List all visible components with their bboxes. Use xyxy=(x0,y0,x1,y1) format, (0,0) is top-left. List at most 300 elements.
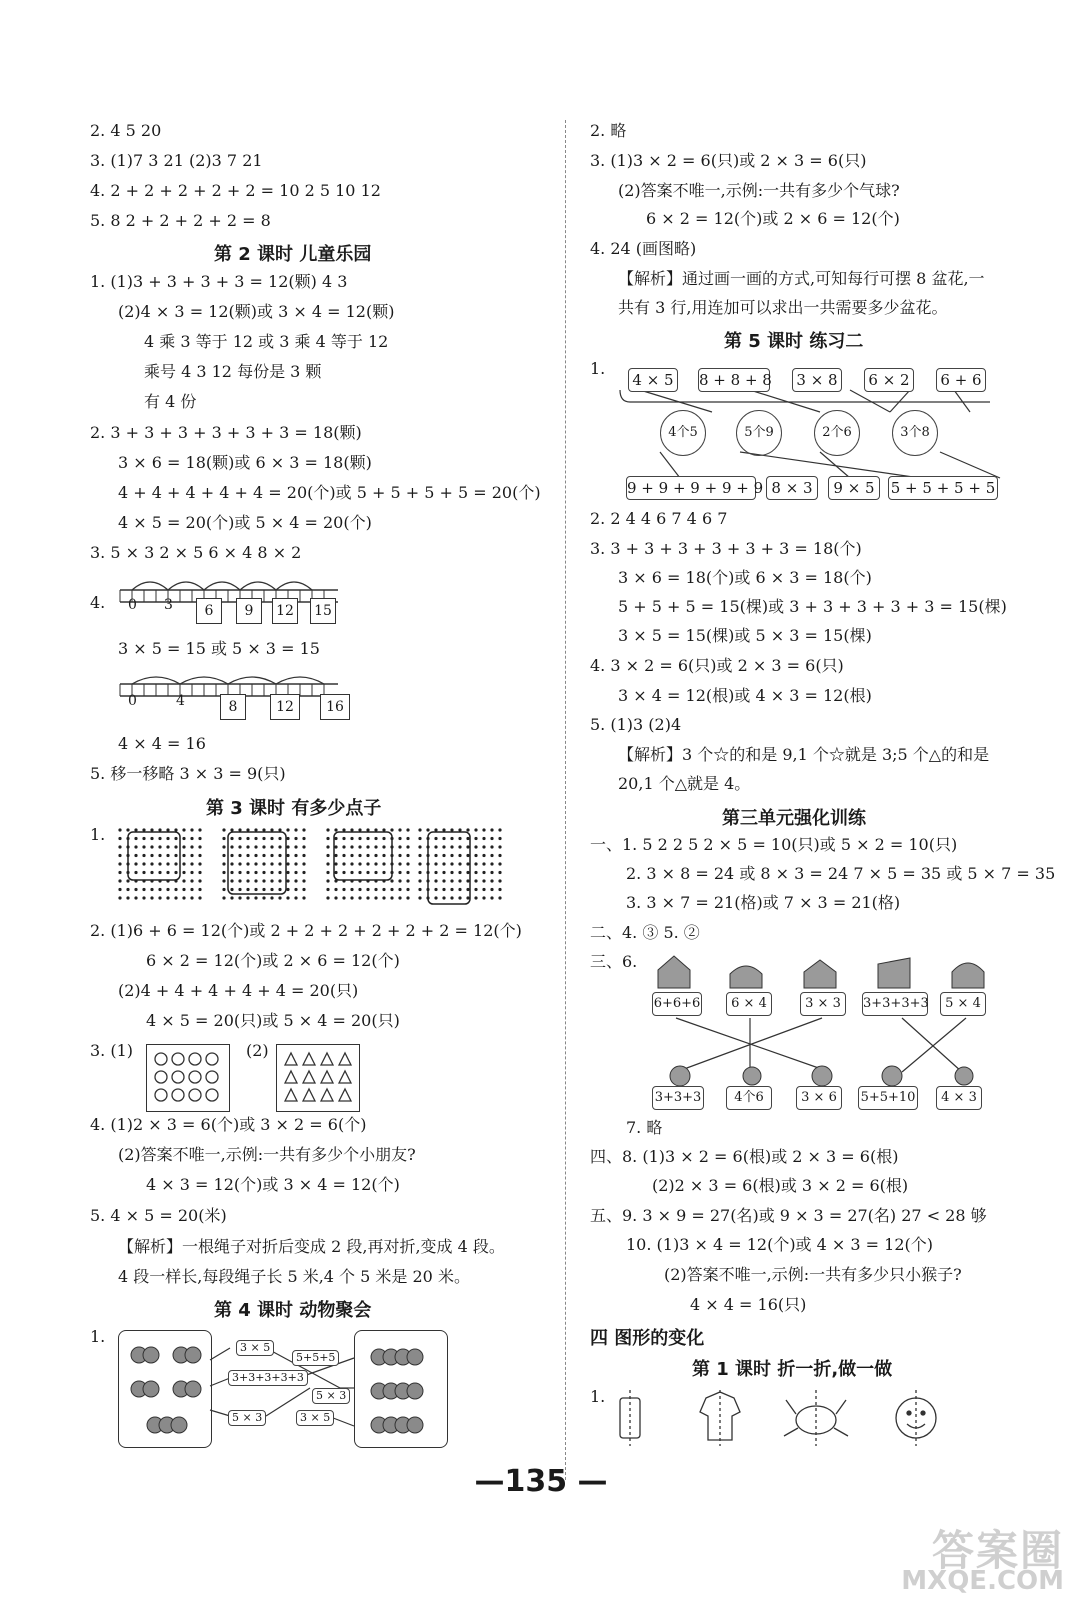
dot xyxy=(254,837,257,840)
dot xyxy=(142,871,145,874)
answer-box: 8 xyxy=(220,694,246,720)
dot xyxy=(134,871,137,874)
expression-tag: 8 + 8 + 8 xyxy=(698,368,770,392)
section-heading: 第 3 课时 有多少点子 xyxy=(206,798,382,819)
dot xyxy=(286,862,289,865)
dot xyxy=(490,896,493,899)
dot xyxy=(366,888,369,891)
dot xyxy=(442,828,445,831)
dot xyxy=(230,896,233,899)
dot xyxy=(118,854,121,857)
dot xyxy=(294,837,297,840)
dot xyxy=(406,871,409,874)
dot xyxy=(158,845,161,848)
expression-tag: 3+3+3+3+3 xyxy=(228,1370,308,1386)
dot xyxy=(230,879,233,882)
dot xyxy=(374,837,377,840)
answer-line: (2)2 × 3 = 6(根)或 3 × 2 = 6(根) xyxy=(652,1176,909,1195)
circles-box xyxy=(146,1044,230,1112)
dot xyxy=(286,896,289,899)
expression-tag: 3 × 5 xyxy=(236,1340,274,1356)
dot xyxy=(238,854,241,857)
dot xyxy=(150,896,153,899)
dot xyxy=(278,845,281,848)
answer-box: 6 xyxy=(196,598,222,624)
apple-group-right xyxy=(354,1330,448,1448)
expression-tag: 6 + 6 xyxy=(936,368,986,392)
dot xyxy=(286,888,289,891)
expression-tag: 3 × 6 xyxy=(796,1086,842,1110)
dot xyxy=(134,828,137,831)
dot xyxy=(366,871,369,874)
circle-icons xyxy=(147,1045,229,1111)
dot xyxy=(190,862,193,865)
expression-tag: 9 + 9 + 9 + 9 + 9 xyxy=(626,476,756,500)
dot xyxy=(458,845,461,848)
expression-tag: 4 × 3 xyxy=(936,1086,982,1110)
dot xyxy=(326,854,329,857)
dot xyxy=(190,854,193,857)
group-circle: 2个6 xyxy=(814,410,860,456)
question-number: 4. xyxy=(90,593,106,612)
dot xyxy=(326,845,329,848)
dot xyxy=(134,896,137,899)
dot xyxy=(254,888,257,891)
answer-box: 12 xyxy=(270,694,300,720)
dot xyxy=(198,845,201,848)
dot xyxy=(294,854,297,857)
apple-icons xyxy=(355,1331,447,1447)
tick-label: 4 xyxy=(176,693,185,709)
dot xyxy=(150,888,153,891)
dot xyxy=(482,845,485,848)
dot xyxy=(254,845,257,848)
analysis-line: 【解析】一根绳子对折后变成 2 段,再对折,变成 4 段。 xyxy=(118,1237,505,1256)
dot xyxy=(302,828,305,831)
answer-box: 9 xyxy=(236,598,262,624)
question-number: 1. xyxy=(590,1387,606,1406)
dot xyxy=(342,862,345,865)
dot xyxy=(334,888,337,891)
expression-tag: 8 × 3 xyxy=(766,476,818,500)
dot xyxy=(498,862,501,865)
dot xyxy=(358,871,361,874)
dot xyxy=(442,879,445,882)
dot xyxy=(254,871,257,874)
house-icons xyxy=(652,952,1032,992)
dot xyxy=(134,888,137,891)
dot xyxy=(374,845,377,848)
dot xyxy=(358,837,361,840)
dot xyxy=(118,879,121,882)
answer-line: 1. (1)3 + 3 + 3 + 3 = 12(颗) 4 3 xyxy=(90,272,348,291)
dot xyxy=(166,896,169,899)
dot xyxy=(198,837,201,840)
dot xyxy=(374,828,377,831)
dot xyxy=(262,871,265,874)
dot xyxy=(326,828,329,831)
dot xyxy=(198,879,201,882)
dot xyxy=(382,862,385,865)
dot xyxy=(174,837,177,840)
dot xyxy=(490,888,493,891)
dot xyxy=(498,828,501,831)
dot xyxy=(190,837,193,840)
dot xyxy=(198,888,201,891)
dot xyxy=(142,896,145,899)
dot xyxy=(458,879,461,882)
answer-line: 2. 2 4 4 6 7 4 6 7 xyxy=(590,509,728,528)
dot xyxy=(442,888,445,891)
dot xyxy=(166,871,169,874)
dot xyxy=(498,879,501,882)
answer-line: (2)答案不唯一,示例:一共有多少个气球? xyxy=(618,181,900,200)
dot xyxy=(230,871,233,874)
answer-line: 5. 移一移略 3 × 3 = 9(只) xyxy=(90,764,286,783)
dot xyxy=(466,871,469,874)
dot xyxy=(294,871,297,874)
answer-line: 4 × 3 = 12(个)或 3 × 4 = 12(个) xyxy=(146,1175,400,1194)
dot xyxy=(326,879,329,882)
dot xyxy=(246,845,249,848)
dot xyxy=(254,896,257,899)
expression-tag: 3 × 5 xyxy=(296,1410,334,1426)
dot xyxy=(174,845,177,848)
answer-line: (2) xyxy=(246,1041,269,1060)
dot xyxy=(350,845,353,848)
answer-line: 3. (1)7 3 21 (2)3 7 21 xyxy=(90,151,263,170)
dot xyxy=(286,828,289,831)
dot xyxy=(366,862,369,865)
answer-line: 4 × 5 = 20(只)或 5 × 4 = 20(只) xyxy=(146,1011,400,1030)
dot xyxy=(150,845,153,848)
dot xyxy=(398,828,401,831)
dot xyxy=(190,845,193,848)
dot xyxy=(366,837,369,840)
dot xyxy=(382,845,385,848)
dot xyxy=(182,828,185,831)
section-heading: 第三单元强化训练 xyxy=(722,808,866,829)
dot xyxy=(174,896,177,899)
answer-box: 16 xyxy=(320,694,350,720)
dot xyxy=(198,828,201,831)
dot xyxy=(490,837,493,840)
dot xyxy=(490,862,493,865)
dot xyxy=(342,845,345,848)
expression-tag: 6 × 2 xyxy=(864,368,914,392)
dot xyxy=(158,896,161,899)
dot xyxy=(442,862,445,865)
dot xyxy=(302,888,305,891)
dot xyxy=(406,854,409,857)
dot xyxy=(498,845,501,848)
answer-line: (2)4 × 3 = 12(颗)或 3 × 4 = 12(颗) xyxy=(118,302,395,321)
dot xyxy=(270,837,273,840)
dot xyxy=(294,862,297,865)
section-heading: 第 2 课时 儿童乐园 xyxy=(214,244,372,265)
dot xyxy=(382,871,385,874)
expression-tag: 3+3+3+3 xyxy=(862,992,928,1016)
group-circle: 5个9 xyxy=(736,410,782,456)
dot xyxy=(434,862,437,865)
expression-tag: 9 × 5 xyxy=(828,476,880,500)
dot xyxy=(158,837,161,840)
dot xyxy=(450,888,453,891)
answer-line: 2. (1)6 + 6 = 12(个)或 2 + 2 + 2 + 2 + 2 + 2 = 12(个) xyxy=(90,921,522,940)
dot xyxy=(498,854,501,857)
dot xyxy=(434,837,437,840)
dot xyxy=(466,888,469,891)
dot xyxy=(350,837,353,840)
dot xyxy=(294,888,297,891)
dot xyxy=(482,896,485,899)
dot xyxy=(126,879,129,882)
dot xyxy=(270,879,273,882)
dot xyxy=(262,837,265,840)
dot xyxy=(278,862,281,865)
dot xyxy=(326,888,329,891)
answer-line: 4 × 4 = 16 xyxy=(118,734,206,753)
triangles-box xyxy=(276,1044,360,1112)
dot xyxy=(150,828,153,831)
dot xyxy=(406,828,409,831)
expression-tag: 5 × 3 xyxy=(228,1410,266,1426)
dot xyxy=(474,854,477,857)
dot xyxy=(174,888,177,891)
dot xyxy=(270,888,273,891)
dot xyxy=(286,871,289,874)
answer-line: (2)答案不唯一,示例:一共有多少个小朋友? xyxy=(118,1145,416,1164)
dot xyxy=(350,888,353,891)
expression-tag: 6+6+6 xyxy=(652,992,702,1016)
dot xyxy=(238,845,241,848)
page-number: —135 — xyxy=(474,1464,608,1499)
dot xyxy=(230,854,233,857)
dot xyxy=(238,862,241,865)
dot xyxy=(334,828,337,831)
dot xyxy=(390,888,393,891)
dot xyxy=(262,862,265,865)
dot xyxy=(418,888,421,891)
dot xyxy=(434,879,437,882)
dot xyxy=(270,854,273,857)
dot xyxy=(490,828,493,831)
dot-grids xyxy=(116,826,526,906)
dot xyxy=(398,871,401,874)
answer-line: 4 + 4 + 4 + 4 + 4 = 20(个)或 5 + 5 + 5 + 5 = 20(个) xyxy=(118,483,541,502)
dot xyxy=(182,896,185,899)
dot xyxy=(382,888,385,891)
dot xyxy=(418,896,421,899)
dot xyxy=(334,845,337,848)
answer-line: 10. (1)3 × 4 = 12(个)或 4 × 3 = 12(个) xyxy=(626,1235,934,1254)
dot xyxy=(482,828,485,831)
dot xyxy=(398,879,401,882)
apple-icons xyxy=(119,1331,211,1447)
expression-tag: 4个6 xyxy=(726,1086,772,1110)
dot xyxy=(406,862,409,865)
expression-tag: 6 × 4 xyxy=(726,992,772,1016)
dot xyxy=(398,896,401,899)
answer-line: 6 × 2 = 12(个)或 2 × 6 = 12(个) xyxy=(646,209,900,228)
dot xyxy=(118,845,121,848)
dot xyxy=(126,896,129,899)
dot xyxy=(246,837,249,840)
dot xyxy=(498,871,501,874)
dot xyxy=(230,888,233,891)
dot xyxy=(418,854,421,857)
answer-line: 7. 略 xyxy=(626,1118,663,1137)
dot xyxy=(278,828,281,831)
dot xyxy=(230,862,233,865)
dot xyxy=(302,837,305,840)
dot xyxy=(474,862,477,865)
tick-label: 0 xyxy=(128,597,137,613)
answer-line: 3 × 6 = 18(颗)或 6 × 3 = 18(颗) xyxy=(118,453,372,472)
dot xyxy=(222,828,225,831)
dot xyxy=(482,879,485,882)
expression-tag: 5 × 4 xyxy=(940,992,986,1016)
answer-line: 6 × 2 = 12(个)或 2 × 6 = 12(个) xyxy=(146,951,400,970)
dot xyxy=(198,871,201,874)
dot xyxy=(490,845,493,848)
analysis-line: 20,1 个△就是 4。 xyxy=(618,774,751,793)
dot xyxy=(398,854,401,857)
dot xyxy=(262,888,265,891)
dot xyxy=(434,854,437,857)
dot xyxy=(450,871,453,874)
dot xyxy=(474,871,477,874)
dot xyxy=(262,879,265,882)
dot xyxy=(254,854,257,857)
dot xyxy=(182,862,185,865)
dot xyxy=(342,896,345,899)
expression-tag: 3+3+3 xyxy=(652,1086,704,1110)
dot xyxy=(230,828,233,831)
dot xyxy=(482,871,485,874)
dot xyxy=(374,896,377,899)
dot xyxy=(342,828,345,831)
dot xyxy=(482,888,485,891)
answer-line: 3 × 6 = 18(个)或 6 × 3 = 18(个) xyxy=(618,568,872,587)
dot xyxy=(350,828,353,831)
dot xyxy=(150,871,153,874)
dot xyxy=(182,888,185,891)
dot xyxy=(334,896,337,899)
dot xyxy=(418,845,421,848)
dot xyxy=(366,828,369,831)
dot xyxy=(498,896,501,899)
dot xyxy=(434,871,437,874)
dot xyxy=(286,879,289,882)
answer-line: 3. 3 × 7 = 21(格)或 7 × 3 = 21(格) xyxy=(626,893,901,912)
symmetry-figures xyxy=(616,1388,976,1448)
dot xyxy=(302,845,305,848)
dot xyxy=(458,871,461,874)
dot xyxy=(294,896,297,899)
dot xyxy=(118,837,121,840)
answer-line: 5 + 5 + 5 = 15(棵)或 3 + 3 + 3 + 3 + 3 = 15(棵) xyxy=(618,597,1007,616)
dot xyxy=(350,854,353,857)
dot xyxy=(358,828,361,831)
dot xyxy=(450,879,453,882)
dot xyxy=(406,845,409,848)
dot xyxy=(434,888,437,891)
dot xyxy=(374,888,377,891)
dot xyxy=(350,862,353,865)
analysis-line: 共有 3 行,用连加可以求出一共需要多少盆花。 xyxy=(618,298,948,317)
dot xyxy=(238,837,241,840)
dot xyxy=(190,896,193,899)
dot xyxy=(270,828,273,831)
dot xyxy=(398,845,401,848)
dot xyxy=(434,896,437,899)
dot xyxy=(230,837,233,840)
dot xyxy=(142,854,145,857)
dot xyxy=(450,854,453,857)
dot xyxy=(442,871,445,874)
answer-line: 2. 3 + 3 + 3 + 3 + 3 + 3 = 18(颗) xyxy=(90,423,362,442)
dot xyxy=(442,854,445,857)
dot xyxy=(406,879,409,882)
dot xyxy=(358,896,361,899)
dot xyxy=(450,837,453,840)
dot xyxy=(498,888,501,891)
dot xyxy=(382,854,385,857)
dot xyxy=(118,862,121,865)
answer-line: 二、4. ③ 5. ② xyxy=(590,923,700,942)
dot xyxy=(334,871,337,874)
dot xyxy=(222,845,225,848)
dot xyxy=(358,862,361,865)
group-circle: 3个8 xyxy=(892,410,938,456)
triangle-icons xyxy=(277,1045,359,1111)
dot xyxy=(270,845,273,848)
dot xyxy=(222,896,225,899)
dot xyxy=(262,854,265,857)
dot xyxy=(450,896,453,899)
dot xyxy=(474,837,477,840)
analysis-line: 【解析】通过画一画的方式,可知每行可摆 8 盆花,一 xyxy=(618,269,985,288)
question-number: 1. xyxy=(590,359,606,378)
answer-line: 4 × 4 = 16(只) xyxy=(690,1295,807,1314)
dot xyxy=(442,845,445,848)
dot xyxy=(286,837,289,840)
dot xyxy=(254,879,257,882)
dot xyxy=(150,862,153,865)
dot xyxy=(174,871,177,874)
watermark-url: MXQE.COM xyxy=(901,1566,1064,1596)
dot xyxy=(166,837,169,840)
dot xyxy=(334,837,337,840)
answer-line: 四、8. (1)3 × 2 = 6(根)或 2 × 3 = 6(根) xyxy=(590,1147,899,1166)
chapter-heading: 四 图形的变化 xyxy=(590,1328,705,1349)
expression-tag: 5+5+10 xyxy=(858,1086,918,1110)
dot xyxy=(358,845,361,848)
answer-line: 4. 3 × 2 = 6(只)或 2 × 3 = 6(只) xyxy=(590,656,844,675)
dot xyxy=(474,896,477,899)
analysis-line: 【解析】3 个☆的和是 9,1 个☆就是 3;5 个△的和是 xyxy=(618,745,990,764)
dot xyxy=(418,879,421,882)
dot xyxy=(342,871,345,874)
dot xyxy=(174,862,177,865)
dot xyxy=(286,854,289,857)
dot xyxy=(482,862,485,865)
dot xyxy=(182,854,185,857)
dot xyxy=(230,845,233,848)
dot xyxy=(278,896,281,899)
dot xyxy=(466,896,469,899)
